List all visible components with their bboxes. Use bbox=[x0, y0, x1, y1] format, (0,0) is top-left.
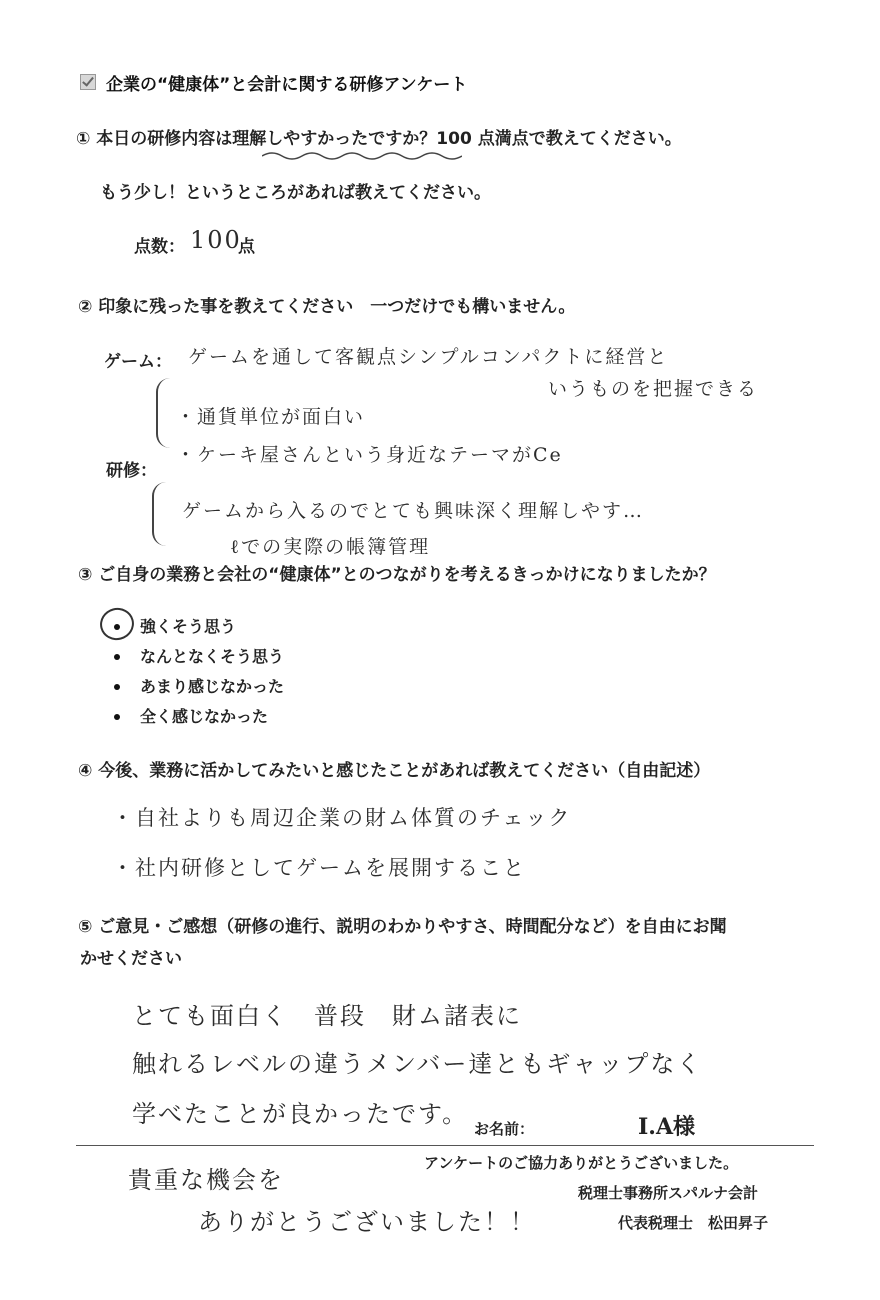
question-1-sub: もう少し！というところがあれば教えてください。 bbox=[100, 183, 491, 203]
question-3: ③ ご自身の業務と会社の“健康体”とのつながりを考えるきっかけになりましたか？ bbox=[78, 565, 716, 585]
question-5-line-2: かせください bbox=[80, 949, 182, 969]
score-unit: 点 bbox=[238, 237, 255, 257]
question-2: ② 印象に残った事を教えてください 一つだけでも構いません。 bbox=[78, 297, 576, 317]
q4-answer-2: ・社内研修としてゲームを展開すること bbox=[112, 856, 526, 880]
bracket-mark bbox=[156, 378, 172, 448]
game-answer-line-4: ・ケーキ屋さんという身近なテーマがCe bbox=[176, 444, 563, 466]
bullet-icon bbox=[114, 624, 120, 630]
game-answer-line-2: いうものを把握できる bbox=[548, 378, 759, 400]
footer-handwritten-1: 貴重な機会を bbox=[128, 1166, 284, 1194]
wavy-underline bbox=[262, 150, 462, 162]
question-5-line-1: ⑤ ご意見・ご感想（研修の進行、説明のわかりやすさ、時間配分など）を自由にお聞 bbox=[78, 917, 727, 937]
divider bbox=[76, 1145, 814, 1146]
question-1: ① 本日の研修内容は理解しやすかったですか？100 点満点で教えてください。 bbox=[76, 129, 682, 149]
option-1: 強くそう思う bbox=[140, 617, 237, 636]
score-label: 点数： bbox=[134, 237, 185, 257]
option-3: あまり感じなかった bbox=[140, 677, 285, 696]
q5-answer-line-3: 学べたことが良かったです。 bbox=[132, 1100, 469, 1128]
option-4: 全く感じなかった bbox=[140, 707, 269, 726]
q5-answer-line-1: とても面白く 普段 財ム諸表に bbox=[132, 1002, 522, 1030]
bracket-mark bbox=[152, 482, 168, 546]
question-4: ④ 今後、業務に活かしてみたいと感じたことがあれば教えてください（自由記述） bbox=[78, 761, 711, 781]
game-answer-line-1: ゲームを通して客観点シンプルコンパクトに経営と bbox=[188, 346, 669, 368]
name-label: お名前： bbox=[474, 1120, 535, 1138]
thanks-text: アンケートのご協力ありがとうございました。 bbox=[424, 1154, 739, 1172]
kenshu-label: 研修： bbox=[106, 461, 157, 481]
footer-handwritten-2: ありがとうございました！！ bbox=[198, 1208, 536, 1236]
bullet-icon bbox=[114, 654, 120, 660]
q4-answer-1: ・自社よりも周辺企業の財ム体質のチェック bbox=[112, 806, 572, 830]
representative-name: 代表税理士 松田昇子 bbox=[618, 1214, 769, 1232]
survey-title: 企業の“健康体”と会計に関する研修アンケート bbox=[106, 75, 468, 95]
office-name: 税理士事務所スパルナ会計 bbox=[578, 1184, 759, 1202]
game-answer-line-3: ・通貨単位が面白い bbox=[176, 406, 366, 428]
option-2: なんとなくそう思う bbox=[140, 647, 285, 666]
game-label: ゲーム： bbox=[104, 352, 172, 372]
kenshu-answer-line-2: ℓでの実際の帳簿管理 bbox=[230, 536, 431, 558]
score-value: 100 bbox=[190, 226, 242, 254]
bullet-icon bbox=[114, 714, 120, 720]
bullet-icon bbox=[114, 684, 120, 690]
kenshu-answer-line-1: ゲームから入るのでとても興味深く理解しやす… bbox=[182, 500, 645, 522]
q5-answer-line-2: 触れるレベルの違うメンバー達ともギャップなく bbox=[132, 1050, 703, 1078]
checkbox-icon bbox=[80, 74, 96, 90]
name-value: I.A様 bbox=[638, 1114, 696, 1140]
